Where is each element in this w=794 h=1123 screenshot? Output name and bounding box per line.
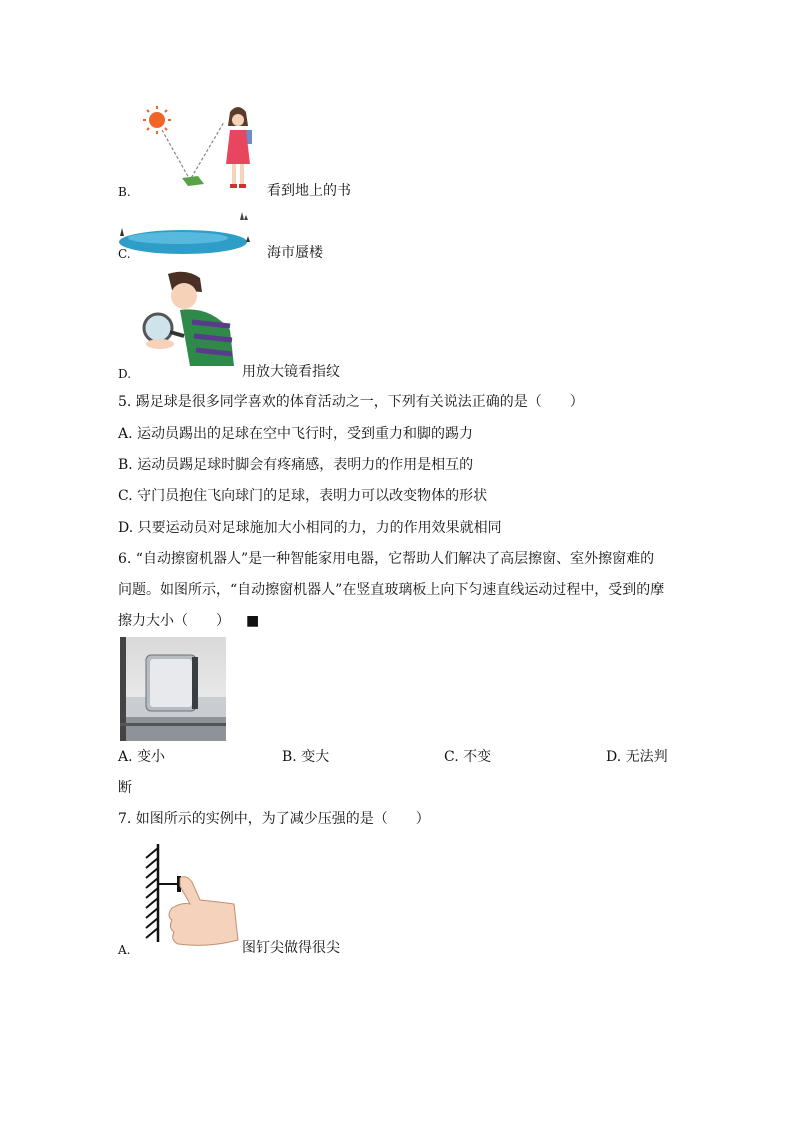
q6-option-b: B. 变大 — [282, 749, 330, 765]
q5-option-c: C. 守门员抱住飞向球门的足球，表明力可以改变物体的形状 — [118, 488, 488, 504]
q6-option-c: C. 不变 — [444, 749, 492, 765]
q6-option-d-wrap: 断 — [118, 780, 132, 796]
girl-icon — [226, 107, 252, 188]
q5-option-a: A. 运动员踢出的足球在空中飞行时，受到重力和脚的踢力 — [118, 426, 474, 442]
q5-option-d: D. 只要运动员对足球施加大小相同的力，力的作用效果就相同 — [118, 520, 502, 536]
q7-option-a-caption: 图钉尖做得很尖 — [242, 940, 340, 956]
q6-stem-line3: 擦力大小（ ） ■ — [118, 613, 260, 629]
thumbtack-wall-illustration — [140, 842, 240, 944]
option-c-caption: 海市蜃楼 — [267, 245, 323, 261]
option-d-caption: 用放大镜看指纹 — [242, 364, 340, 380]
magnifier-boy-illustration — [140, 270, 240, 366]
option-c-label: C. — [118, 247, 131, 261]
option-d-label: D. — [118, 367, 132, 381]
q7-stem: 7. 如图所示的实例中，为了减少压强的是（ ） — [118, 811, 430, 827]
q7-option-a-label: A. — [118, 943, 131, 957]
q5-option-b: B. 运动员踢足球时脚会有疼痛感，表明力的作用是相互的 — [118, 457, 474, 473]
square-mark-icon: ■ — [246, 613, 260, 629]
sun-icon — [143, 106, 171, 134]
q6-stem-line1: 6. “自动擦窗机器人”是一种智能家用电器，它帮助人们解决了高层擦窗、室外擦窗难的 — [118, 551, 655, 567]
q6-option-a: A. 变小 — [118, 749, 166, 765]
option-b-label: B. — [118, 185, 131, 199]
mirage-illustration — [118, 206, 258, 258]
option-b-caption: 看到地上的书 — [267, 183, 351, 199]
window-robot-photo — [120, 637, 226, 741]
q6-option-d: D. 无法判 — [606, 749, 668, 765]
sun-girl-book-illustration — [140, 100, 270, 200]
q5-stem: 5. 踢足球是很多同学喜欢的体育活动之一，下列有关说法正确的是（ ） — [118, 394, 584, 410]
q6-stem-line2: 问题。如图所示，“自动擦窗机器人”在竖直玻璃板上向下匀速直线运动过程中，受到的摩 — [118, 582, 665, 598]
